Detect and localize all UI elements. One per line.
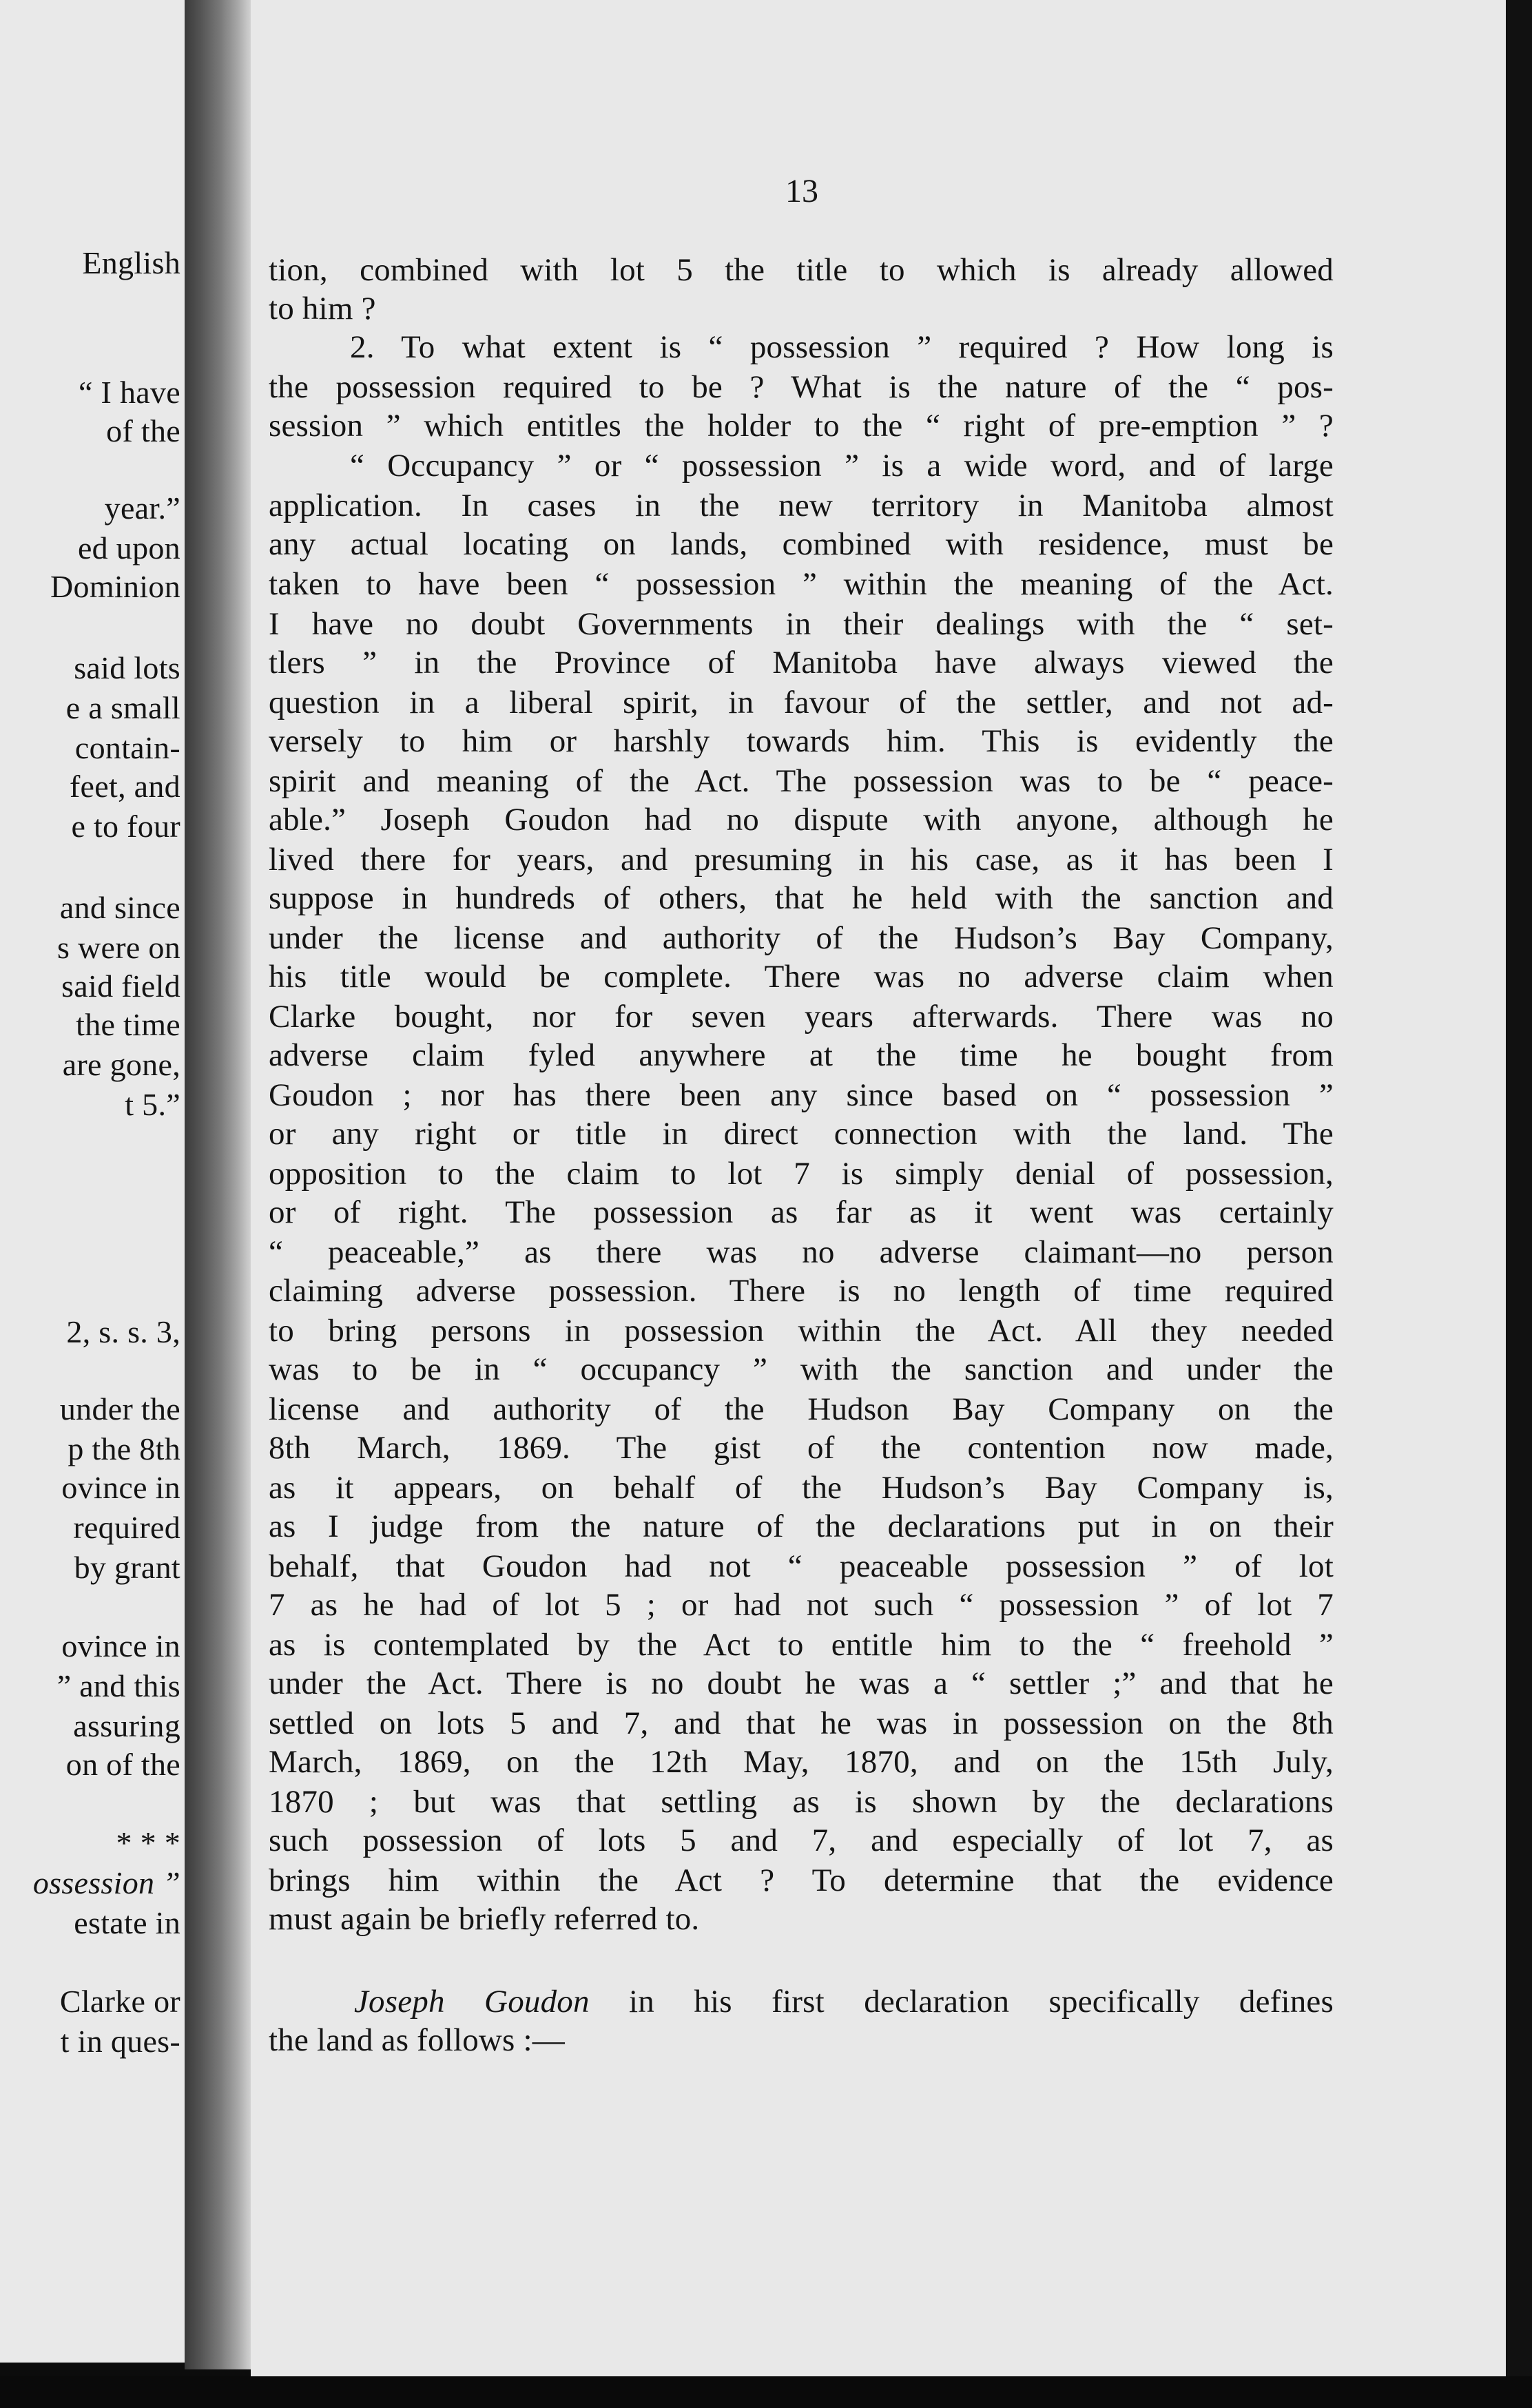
left-facing-page <box>0 0 185 2363</box>
body-line: “ peaceable,” as there was no adverse claimant—no person <box>269 1234 1334 1270</box>
left-fragment: said lots <box>74 650 180 685</box>
left-fragment: feet, and <box>69 769 180 804</box>
body-line: taken to have been “ possession ” within the meaning of the Act. <box>269 566 1334 602</box>
body-line: Goudon ; nor has there been any since based on “ possession ” <box>269 1077 1334 1113</box>
body-line: tlers ” in the Province of Manitoba have always viewed the <box>269 645 1334 681</box>
declarant-name: Joseph Goudon <box>354 1984 590 2020</box>
closing-line-text: in his first declaration specifically defines <box>589 1984 1334 2020</box>
closing-paragraph-line <box>269 1982 1334 2021</box>
body-line: tion, combined with lot 5 the title to which is already allowed <box>269 252 1334 288</box>
left-fragment: the time <box>76 1007 180 1042</box>
body-line: the possession required to be ? What is the nature of the “ pos- <box>269 369 1334 405</box>
body-line: claiming adverse possession. There is no length of time required <box>269 1273 1334 1309</box>
left-fragment: ovince in <box>61 1628 180 1663</box>
left-fragment: English <box>82 245 180 280</box>
left-fragment: Dominion <box>50 569 180 604</box>
body-line: versely to him or harshly towards him. This is evidently the <box>269 723 1334 759</box>
body-line: his title would be complete. There was no adverse claim when <box>269 959 1334 995</box>
body-line: or of right. The possession as far as it went was certainly <box>269 1194 1334 1230</box>
left-fragment: e to four <box>71 809 180 844</box>
body-line: opposition to the claim to lot 7 is simply denial of possession, <box>269 1156 1334 1192</box>
body-line: any actual locating on lands, combined with residence, must be <box>269 526 1334 562</box>
left-fragment: ” and this <box>56 1668 180 1703</box>
body-line: behalf, that Goudon had not “ peaceable possession ” of lot <box>269 1548 1334 1584</box>
left-fragment: t in ques- <box>60 2024 180 2059</box>
body-line: or any right or title in direct connection with the land. The <box>269 1116 1334 1152</box>
body-line: suppose in hundreds of others, that he held with the sanction and <box>269 880 1334 916</box>
left-fragment: ossession ” <box>32 1865 180 1900</box>
body-line: 8th March, 1869. The gist of the contention now made, <box>269 1430 1334 1466</box>
left-fragment: and since <box>59 890 180 925</box>
body-line: adverse claim fyled anywhere at the time he bought from <box>269 1037 1334 1073</box>
left-fragment: * * * <box>116 1825 180 1860</box>
left-fragment: on of the <box>65 1747 180 1782</box>
left-fragment: ed upon <box>77 530 180 565</box>
left-fragment: said field <box>61 968 180 1004</box>
body-line: to bring persons in possession within the Act. All they needed <box>269 1313 1334 1349</box>
left-fragment: “ I have <box>79 375 180 410</box>
left-fragment: e a small <box>65 690 180 725</box>
body-line: Clarke bought, nor for seven years afterwards. There was no <box>269 999 1334 1035</box>
body-line: lived there for years, and presuming in his case, as it has been I <box>269 842 1334 878</box>
body-line: under the license and authority of the Hudson’s Bay Company, <box>269 920 1334 956</box>
body-line: as I judge from the nature of the declarations put in on their <box>269 1508 1334 1544</box>
left-fragment: contain- <box>74 730 180 765</box>
body-line: as is contemplated by the Act to entitle him to the “ freehold ” <box>269 1627 1334 1663</box>
closing-paragraph-line: the land as follows :— <box>269 2022 565 2058</box>
left-fragment: by grant <box>74 1550 180 1585</box>
body-line: question in a liberal spirit, in favour of the settler, and not ad- <box>269 685 1334 720</box>
right-page-edge <box>1506 0 1532 2408</box>
left-fragment: t 5.” <box>125 1087 180 1122</box>
body-line: such possession of lots 5 and 7, and especially of lot 7, as <box>269 1823 1334 1858</box>
left-fragment: estate in <box>74 1905 180 1940</box>
body-line: session ” which entitles the holder to the “ right of pre-emption ” ? <box>269 408 1334 444</box>
page-number: 13 <box>785 173 818 209</box>
left-fragment: year.” <box>104 490 180 526</box>
body-line: March, 1869, on the 12th May, 1870, and on the 15th July, <box>269 1744 1334 1780</box>
left-fragment: required <box>73 1510 180 1545</box>
body-line: I have no doubt Governments in their dealings with the “ set- <box>269 606 1334 642</box>
body-line: license and authority of the Hudson Bay Company on the <box>269 1391 1334 1427</box>
body-line: spirit and meaning of the Act. The possession was to be “ peace- <box>269 763 1334 799</box>
bottom-page-edge <box>0 2376 1532 2408</box>
left-fragment: assuring <box>73 1708 180 1743</box>
body-line: must again be briefly referred to. <box>269 1901 700 1937</box>
left-fragment: ovince in <box>61 1470 180 1505</box>
left-fragment: s were on <box>57 930 180 965</box>
body-line: application. In cases in the new territory in Manitoba almost <box>269 488 1334 523</box>
body-line: as it appears, on behalf of the Hudson’s Bay Company is, <box>269 1470 1334 1506</box>
left-fragment: of the <box>106 413 180 448</box>
left-fragment: 2, s. s. 3, <box>66 1314 180 1349</box>
body-line: to him ? <box>269 291 376 326</box>
body-line: 1870 ; but was that settling as is shown by the declarations <box>269 1784 1334 1820</box>
body-line: settled on lots 5 and 7, and that he was in possession on the 8th <box>269 1705 1334 1741</box>
body-line: under the Act. There is no doubt he was a “ settler ;” and that he <box>269 1665 1334 1701</box>
left-fragment: under the <box>59 1391 180 1426</box>
body-line: able.” Joseph Goudon had no dispute with anyone, although he <box>269 802 1334 838</box>
left-fragment: Clarke or <box>59 1984 180 2019</box>
page-gutter-shadow <box>185 0 251 2369</box>
body-line: brings him within the Act ? To determine that the evidence <box>269 1862 1334 1898</box>
body-line: 7 as he had of lot 5 ; or had not such “ possession ” of lot 7 <box>269 1587 1334 1623</box>
body-line: 2. To what extent is “ possession ” required ? How long is <box>350 329 1334 365</box>
body-line: was to be in “ occupancy ” with the sanction and under the <box>269 1351 1334 1387</box>
left-fragment: p the 8th <box>68 1431 180 1466</box>
left-fragment: are gone, <box>62 1047 180 1082</box>
body-line: “ Occupancy ” or “ possession ” is a wide word, and of large <box>350 448 1334 484</box>
